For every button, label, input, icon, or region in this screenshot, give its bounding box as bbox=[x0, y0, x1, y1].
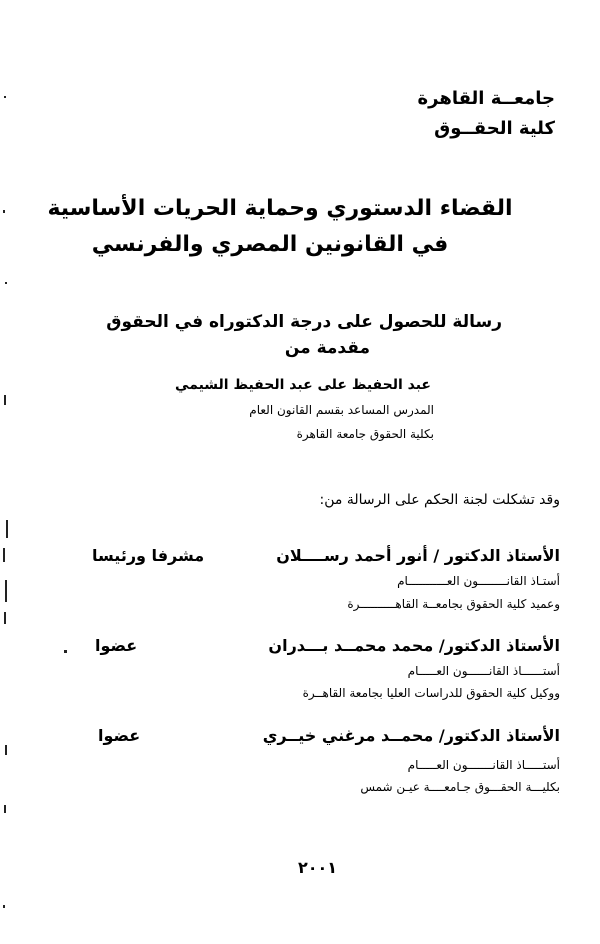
committee-member-name: الأستاذ الدكتور/ محمــد مرغني خيــري bbox=[262, 726, 560, 745]
committee-member-role: مشرفا ورئيسا bbox=[92, 546, 205, 565]
committee-member-role: عضوا bbox=[98, 726, 141, 745]
committee-member-title: أستـاذ القانــــــــون العـــــــــــام bbox=[397, 574, 560, 588]
committee-member-role: عضوا bbox=[95, 636, 138, 655]
scan-speck bbox=[4, 395, 6, 405]
thesis-title-line-1: القضاء الدستوري وحماية الحريات الأساسية bbox=[47, 196, 513, 221]
scan-speck bbox=[5, 580, 7, 602]
faculty-name: كلية الحقــوق bbox=[434, 118, 555, 139]
scan-speck bbox=[6, 520, 8, 538]
committee-member-title: أستـــــاذ القانـــــــون العـــــام bbox=[407, 758, 560, 772]
scan-speck bbox=[3, 210, 5, 213]
year: ٢٠٠١ bbox=[297, 858, 338, 877]
thesis-title-line-2: في القانونين المصري والفرنسي bbox=[91, 232, 449, 257]
committee-member-name: الأستاذ الدكتور / أنور أحمد رســــلان bbox=[276, 546, 560, 565]
committee-member-affiliation: وعميد كلية الحقوق بجامعــة القاهــــــــــرة bbox=[347, 597, 560, 611]
university-name: جامعــة القاهرة bbox=[417, 88, 555, 109]
committee-member-name: الأستاذ الدكتور/ محمد محمــد بـــدران bbox=[268, 636, 560, 655]
scan-speck bbox=[3, 905, 5, 908]
scan-speck bbox=[4, 805, 6, 813]
author-position: المدرس المساعد بقسم القانون العام bbox=[249, 403, 434, 417]
committee-intro: وقد تشكلت لجنة الحكم على الرسالة من: bbox=[319, 492, 560, 508]
scan-speck bbox=[4, 612, 6, 624]
committee-member-affiliation: ووكيل كلية الحقوق للدراسات العليا بجامعة القاهــرة bbox=[302, 686, 560, 700]
scan-speck bbox=[5, 745, 7, 755]
presented-by-label: مقدمة من bbox=[284, 338, 370, 358]
author-affiliation: بكلية الحقوق جامعة القاهرة bbox=[296, 427, 434, 441]
thesis-purpose: رسالة للحصول على درجة الدكتوراه في الحقوق bbox=[106, 312, 502, 332]
scan-speck bbox=[5, 282, 7, 284]
scan-speck bbox=[4, 96, 6, 98]
scan-speck bbox=[64, 650, 67, 653]
scan-speck bbox=[3, 548, 5, 562]
author-name: عبد الحفيظ على عبد الحفيظ الشيمي bbox=[175, 377, 431, 393]
committee-member-affiliation: بكليـــة الحقـــوق جـامعــــة عيـن شمس bbox=[360, 780, 560, 794]
committee-member-title: أستــــــاذ القانــــــون العـــــام bbox=[407, 664, 560, 678]
